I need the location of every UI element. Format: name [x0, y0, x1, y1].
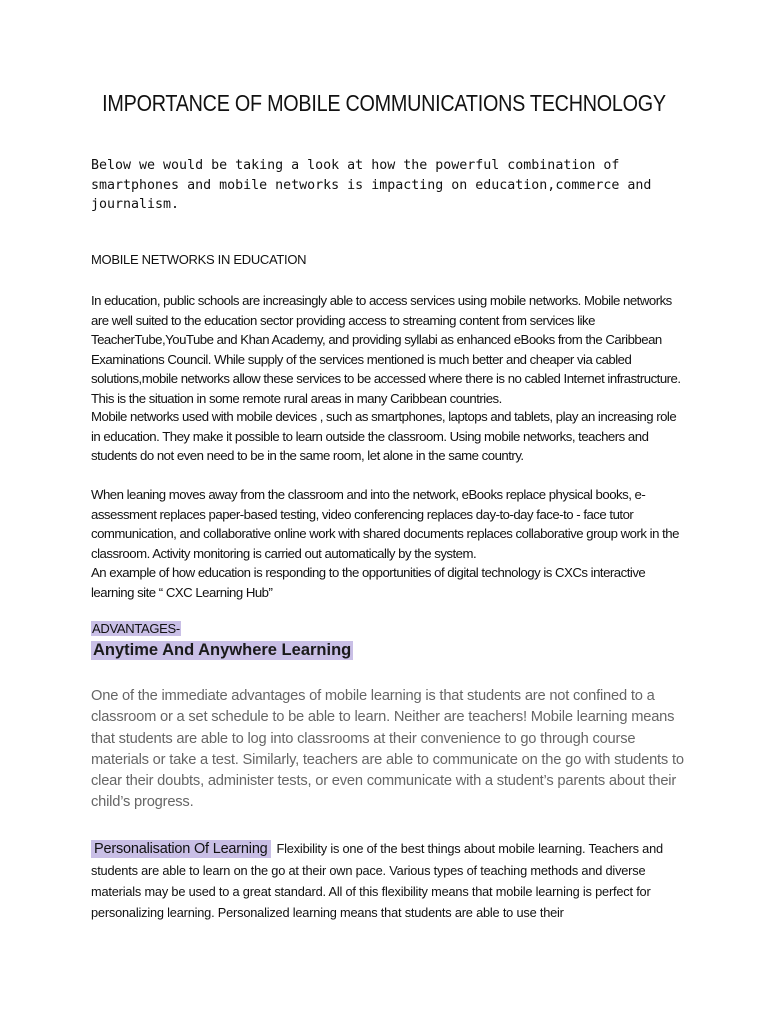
section-heading: MOBILE NETWORKS IN EDUCATION: [91, 252, 307, 267]
paragraph-network-learning: When leaning moves away from the classroom and into the network, eBooks replace physical books, e-assessment replaces paper-based testing, video conferencing replaces day-to-day face-to - face tutor communication, and collaborative online work with shared documents replaces collaborative group work in the classroom. Activity monitoring is carried out automatically by the system.: [91, 487, 679, 561]
paragraph-cxc-example: An example of how education is responding to the opportunities of digital technology is CXCs interactive learning site “ CXC Learning Hub”: [91, 565, 646, 600]
advantage-body: One of the immediate advantages of mobile learning is that students are not confined to a classroom or a set schedule to be able to learn. Neither are teachers! Mobile learning means that students are able to log into classrooms at their convenience to go through course materials or take a test. Similarly, teachers are able to communicate on the go with students to clear their doubts, administer tests, or even communicate with a student’s parents about their child’s progress.: [91, 688, 684, 811]
paragraph-mobile-devices: Mobile networks used with mobile devices , such as smartphones, laptops and tablets, play an increasing role in education. They make it possible to learn outside the classroom. Using mobile networks, teachers and students do not even need to be in the same room, let alone in the same country.: [91, 409, 677, 463]
personalisation-paragraph: [91, 838, 681, 923]
personalisation-body: Flexibility is one of the best things about mobile learning. Teachers and students are able to learn on the go at their own pace. Various types of teaching methods and diverse materials may be used to a great standard. All of this flexibility means that mobile learning is perfect for personalizing learning. Personalized learning means that students are able to use their: [91, 841, 663, 920]
intro-paragraph: Below we would be taking a look at how the powerful combination of smartphones and mobile networks is impacting on education,commerce and journalism.: [91, 158, 652, 212]
page-title: IMPORTANCE OF MOBILE COMMUNICATIONS TECHNOLOGY: [102, 90, 666, 116]
advantage-title: Anytime And Anywhere Learning: [93, 641, 352, 659]
advantages-label: ADVANTAGES-: [92, 621, 180, 636]
personalisation-title: Personalisation Of Learning: [91, 840, 271, 858]
paragraph-education-access: In education, public schools are increasingly able to access services using mobile networks. Mobile networks are well suited to the education sector providing access to streaming content from services like TeacherTube,YouTube and Khan Academy, and providing syllabi as enhanced eBooks from the Caribbean Examinations Council. While supply of the services mentioned is much better and cheaper via cabled solutions,mobile networks allow these services to be accessed where there is no cabled Internet infrastructure. This is the situation in some remote rural areas in many Caribbean countries.: [91, 293, 681, 406]
